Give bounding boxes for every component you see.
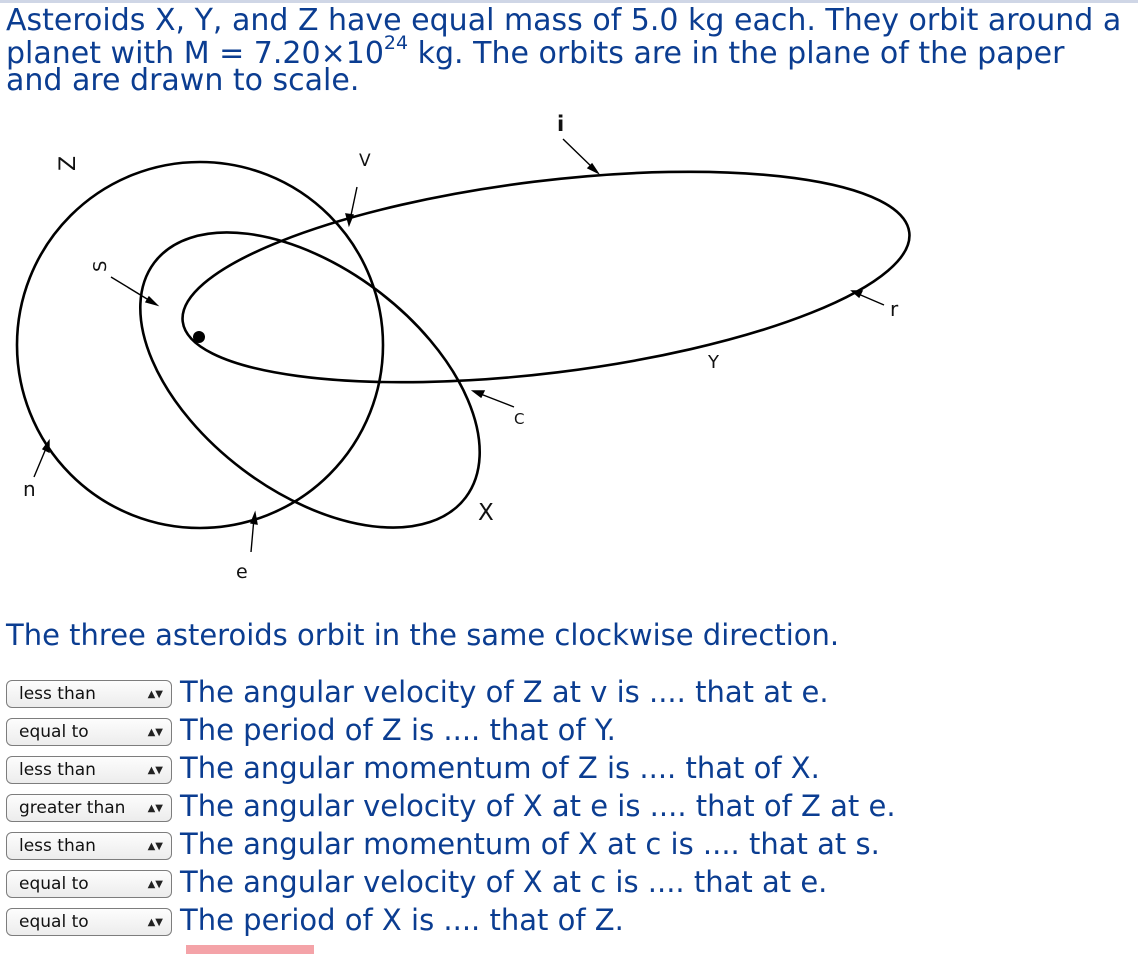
select-value: equal to	[19, 722, 89, 742]
label-n: n	[23, 477, 36, 501]
orbit-y	[171, 137, 921, 417]
problem-intro	[6, 4, 1131, 97]
select-value: equal to	[19, 874, 89, 894]
question-statement: The angular velocity of X at c is .... that at e.	[180, 865, 828, 899]
up-down-arrows-icon: ▲▼	[147, 840, 163, 852]
intro-line-3: and are drawn to scale.	[6, 63, 360, 98]
intro-line-2-pre: planet with M = 7.20×10	[6, 36, 384, 71]
answer-select[interactable]	[6, 870, 172, 898]
intro-line-1: Asteroids X, Y, and Z have equal mass of 5.0 kg each. They orbit around a	[6, 3, 1122, 38]
label-r: r	[890, 297, 899, 321]
question-statement: The angular momentum of Z is .... that of X.	[180, 751, 820, 785]
label-s: S	[90, 260, 111, 272]
up-down-arrows-icon: ▲▼	[147, 878, 163, 890]
answer-select[interactable]	[6, 680, 172, 708]
up-down-arrows-icon: ▲▼	[147, 916, 163, 928]
answer-select[interactable]	[6, 794, 172, 822]
select-value: less than	[19, 836, 96, 856]
select-value: less than	[19, 760, 96, 780]
label-y: Y	[708, 352, 719, 373]
label-c: C	[514, 410, 525, 428]
question-statement: The angular velocity of Z at v is .... that at e.	[180, 675, 829, 709]
select-value: less than	[19, 684, 96, 704]
planet-dot	[193, 331, 205, 343]
intro-line-2-post: kg. The orbits are in the plane of the paper	[408, 36, 1065, 71]
up-down-arrows-icon: ▲▼	[147, 726, 163, 738]
answer-select[interactable]	[6, 718, 172, 746]
answer-select[interactable]	[6, 756, 172, 784]
select-value: greater than	[19, 798, 126, 818]
answer-select[interactable]	[6, 908, 172, 936]
orbit-diagram	[0, 105, 940, 585]
label-z: Z	[56, 155, 81, 171]
mass-exponent: 24	[383, 32, 409, 54]
label-v: V	[359, 151, 371, 171]
question-statement: The angular velocity of X at e is .... that of Z at e.	[180, 789, 896, 823]
label-x: X	[478, 500, 494, 526]
feedback-marker	[186, 945, 314, 954]
up-down-arrows-icon: ▲▼	[147, 764, 163, 776]
label-i: i	[557, 112, 565, 136]
question-statement: The period of Z is .... that of Y.	[180, 713, 616, 747]
question-statement: The angular momentum of X at c is .... that at s.	[180, 827, 880, 861]
question-statement: The period of X is .... that of Z.	[180, 903, 624, 937]
up-down-arrows-icon: ▲▼	[147, 688, 163, 700]
label-e: e	[236, 561, 248, 583]
up-down-arrows-icon: ▲▼	[147, 802, 163, 814]
direction-text: The three asteroids orbit in the same clockwise direction.	[6, 618, 840, 652]
select-value: equal to	[19, 912, 89, 932]
answer-select[interactable]	[6, 832, 172, 860]
